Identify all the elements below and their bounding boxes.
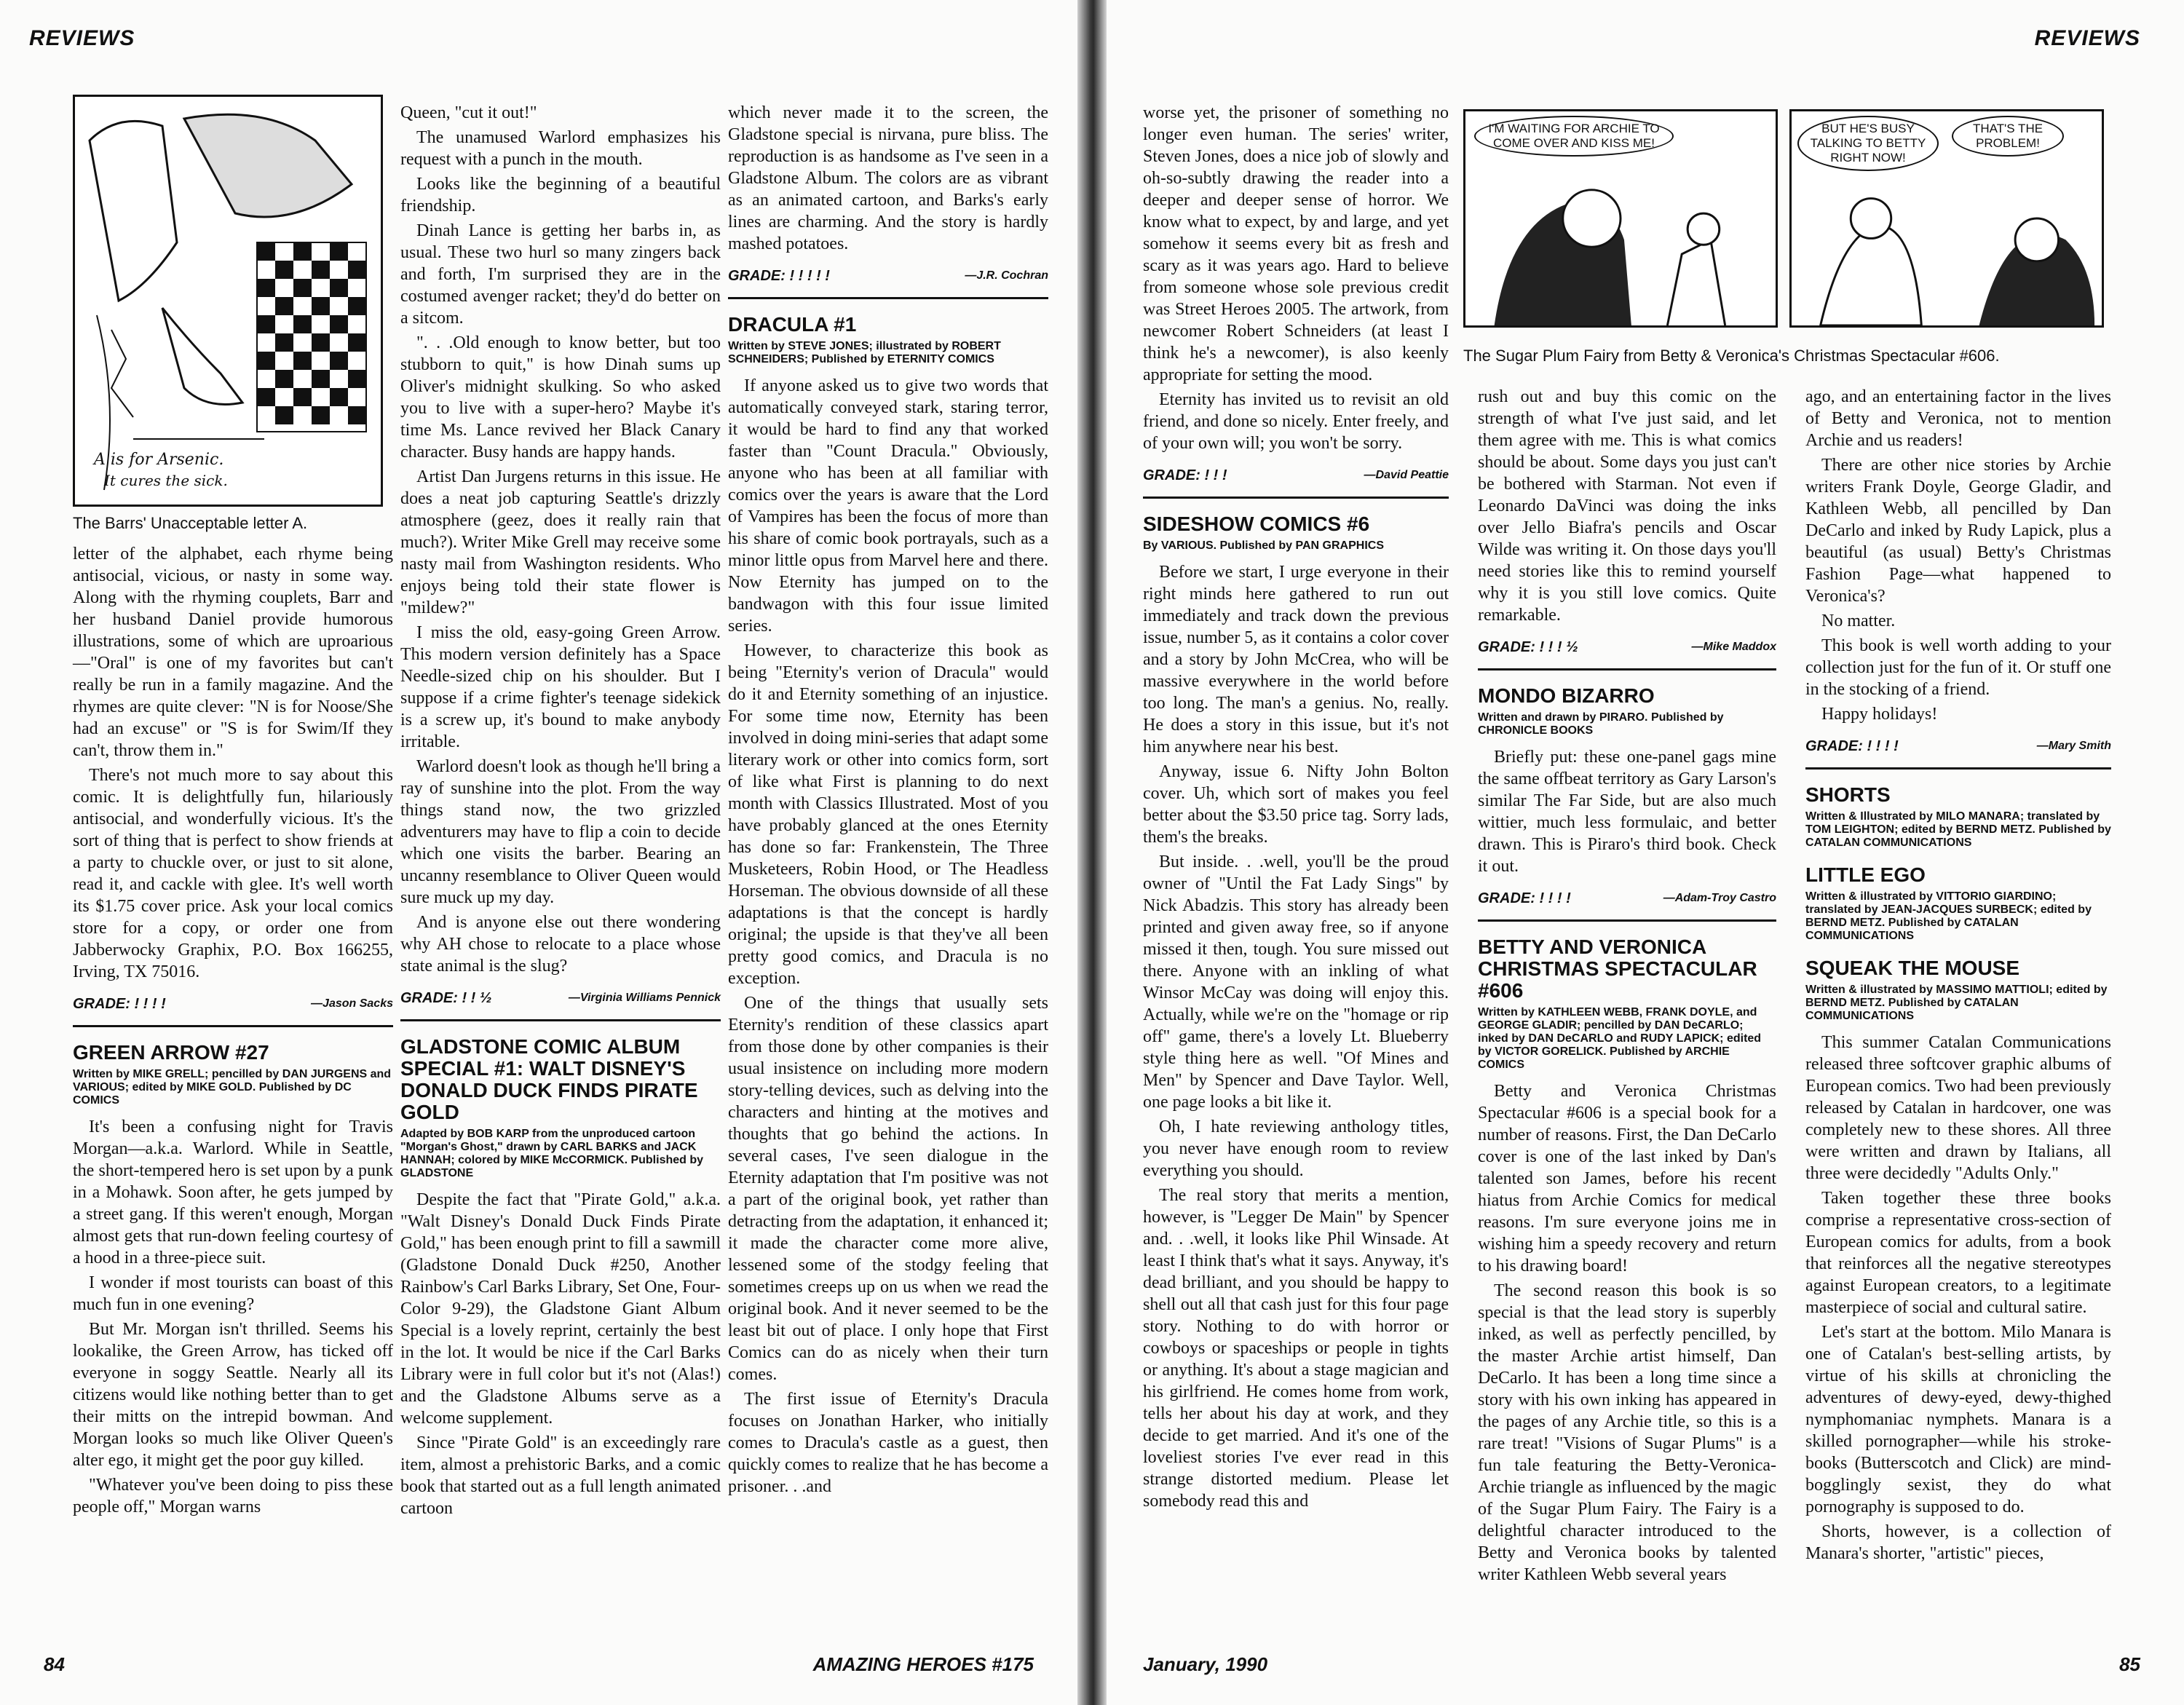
review-title-sideshow: SIDESHOW COMICS #6 — [1143, 513, 1370, 535]
grade-line — [1478, 636, 1776, 658]
paragraph: Let's start at the bottom. Milo Manara is one of Catalan's best-selling artists, by virtue of his skills at chronicling the adventures of dewy-eyed, dewy-thighed nymphomaniac nymphets. Manara is a skilled pornographer—while his stroke-books (Butterscotch and Click) are mind-bogglingly sexist, they do what pornography is supposed to do. — [1805, 1323, 2111, 1516]
paragraph: I wonder if most tourists can boast of this much fun in one evening? — [73, 1273, 393, 1314]
right-column-3 — [1805, 386, 2111, 1567]
comic-panel-1 — [1463, 109, 1778, 328]
grade: GRADE: ! ! ! ! — [1478, 890, 1571, 906]
grade: GRADE: ! ! ! ! ! — [728, 268, 830, 284]
paragraph: But Mr. Morgan isn't thrilled. Seems his lookalike, the Green Arrow, has ticked off everyone in soggy Seattle. Nearly all its citizens would like nothing better than to get their mitts on the intrepid bowman. And Morgan looks so much like Oliver Queen's alter ego, it might get the poor guy killed. — [73, 1320, 393, 1470]
illustration-caption: The Barrs' Unacceptable letter A. — [73, 514, 308, 532]
paragraph: Looks like the beginning of a beautiful friendship. — [400, 175, 721, 215]
arsenic-drawing — [75, 97, 381, 505]
paragraph: Taken together these three books comprise a representative cross-section of European comics for adults, from a book that reinforces all the negative stereotypes against European creators, to a legitimate masterpiece of social and cultural satire. — [1805, 1189, 2111, 1317]
right-column-1 — [1143, 102, 1449, 1515]
left-column-2 — [400, 102, 721, 1522]
comic-caption: The Sugar Plum Fairy from Betty & Veronica's Christmas Spectacular #606. — [1463, 347, 2000, 365]
comic-panel-2 — [1789, 109, 2104, 328]
review-title-squeak: SQUEAK THE MOUSE — [1805, 957, 2020, 979]
comic-strip — [1463, 109, 2104, 328]
paragraph: Before we start, I urge everyone in their right minds here gathered to run out immediately and track down the previous issue, number 5, as it contains a color cover and a story by John McCrea, who will be massive everywhere in the world before too long. The man's a genius. No, really. He does a story in this issue, but it's not him anywhere near his best. — [1143, 563, 1449, 756]
speech-bubble: I'M WAITING FOR ARCHIE TO COME OVER AND KISS ME! — [1474, 116, 1674, 157]
grade: GRADE: ! ! ! ! — [1805, 738, 1899, 754]
paragraph: Happy holidays! — [1821, 705, 1938, 724]
review-title-little-ego: LITTLE EGO — [1805, 863, 1926, 886]
paragraph: Oh, I hate reviewing anthology titles, you never have enough room to review everything you should. — [1143, 1117, 1449, 1180]
paragraph: which never made it to the screen, the Gladstone special is nirvana, pure bliss. The reproduction is as handsome as I've seen in a Gladstone Album. The colors are as vibrant as an animated cartoon, and Barks's early lines are charming. And the story is hardly mashed potatoes. — [728, 103, 1048, 253]
reviewer: —Mike Maddox — [1691, 641, 1776, 653]
review-credits: By VARIOUS. Published by PAN GRAPHICS — [1143, 539, 1385, 552]
paragraph: And is anyone else out there wondering why AH chose to relocate to a place whose state animal is the slug? — [400, 913, 721, 976]
section-divider — [1143, 497, 1449, 499]
paragraph: One of the things that usually sets Eternity's rendition of these classics apart from those done by other companies is their usual insistence on including more modern story-telling devices, such as delving into the characters and hinting at the motives and thoughts that go behind the actions. In several cases, I've seen dialogue in the Eternity adaptation that I'm positive was not a part of the original book, yet rather than detracting from the adaptation, it enhanced it; it made the character come more alive, lessened some of the stodgy feeling that sometimes creeps up on us when we read the original book. And it never seemed to be the least bit out of place. I only hope that First Comics can do as nicely when their turn comes. — [728, 994, 1048, 1384]
paragraph: Briefly put: these one-panel gags mine the same offbeat territory as Gary Larson's similar The Far Side, but are also much wittier, much less formulaic, and better drawn. This is Piraro's third book. Check it out. — [1478, 748, 1776, 876]
paragraph: The first issue of Eternity's Dracula focuses on Jonathan Harker, who initially comes to Dracula's castle as a guest, then quickly comes to realize that he has become a prisoner. . .and — [728, 1390, 1048, 1496]
grade: GRADE: ! ! ! ! — [73, 996, 166, 1012]
paragraph: Despite the fact that "Pirate Gold," a.k.a. "Walt Disney's Donald Duck Finds Pirate Gold," has been enough print to fill a sawmill (Gladstone Donald Duck #250, Another Rainbow's Carl Barks Library, Set One, Four-Color 9-29), the Gladstone Giant Album Special is a lovely reprint, certainly the best in the lot. It would be nice if the Carl Barks Library were in full color but it's not (Alas!) and the Gladstone Albums serve as a welcome supplement. — [400, 1190, 721, 1428]
section-divider — [728, 297, 1048, 299]
review-credits: Written & Illustrated by MILO MANARA; translated by TOM LEIGHTON; edited by BERND METZ. Published by CATALAN COMMUNICATIONS — [1805, 810, 2111, 849]
review-title-dracula: DRACULA #1 — [728, 313, 857, 336]
section-divider — [1478, 668, 1776, 670]
paragraph: Eternity has invited us to revisit an old friend, and done so nicely. Enter freely, and of your own will; you won't be sorry. — [1143, 390, 1449, 453]
review-title-gladstone: GLADSTONE COMIC ALBUM SPECIAL #1: WALT DISNEY'S DONALD DUCK FINDS PIRATE GOLD — [400, 1035, 698, 1123]
paragraph: This book is well worth adding to your collection just for the fun of it. Or stuff one in the stocking of a friend. — [1805, 636, 2111, 699]
page-number-right: 85 — [2119, 1653, 2140, 1675]
paragraph: Betty and Veronica Christmas Spectacular #606 is a special book for a number of reasons. First, the Dan DeCarlo cover is one of the last inked by Dan's talented son James, before his recent hiatus from Archie Comics for medical reasons. I'm sure everyone joins me in wishing him a speedy recovery and return to his drawing board! — [1478, 1082, 1776, 1275]
reviewer: —Adam-Troy Castro — [1663, 892, 1776, 904]
review-credits: Written by MIKE GRELL; pencilled by DAN JURGENS and VARIOUS; edited by MIKE GOLD. Published by DC COMICS — [73, 1068, 392, 1107]
grade-line — [1143, 464, 1449, 486]
grade-line — [1805, 735, 2111, 757]
left-column-3 — [728, 102, 1048, 1500]
reviewer: —Jason Sacks — [311, 997, 393, 1010]
section-divider — [1478, 919, 1776, 922]
reviewer: —Virginia Williams Pennick — [568, 992, 721, 1004]
left-column-1 — [73, 95, 393, 1521]
review-credits: Written and drawn by PIRARO. Published by CHRONICLE BOOKS — [1478, 711, 1724, 737]
paragraph: The unamused Warlord emphasizes his request with a punch in the mouth. — [400, 128, 721, 169]
paragraph: letter of the alphabet, each rhyme being antisocial, vicious, or nasty in some way. Along with the rhyming couplets, Barr and her husband Daniel provide humorous illustrations, some of which are uproarious—"Oral" is one of my favorites but can't really be run in a family magazine. And the rhymes are quite clever: "N is for Noose/She had an excuse" or "S is for Swim/If they can't, throw them in." — [73, 545, 393, 760]
paragraph: rush out and buy this comic on the strength of what I've just said, and let them agree with me. This is what comics should be about. Some days you just can't be bothered with Starman. Not even if Leonardo DaVinci was doing the inks over Jello Biafra's pencils and Oscar Wilde was writing it. On those days you'll need stories like this to remind yourself why it is you still love comics. Quite remarkable. — [1478, 387, 1776, 625]
paragraph: Artist Dan Jurgens returns in this issue. He does a neat job capturing Seattle's drizzly atmosphere (geez, does it really rain that much?). Writer Mike Grell may receive some nasty mail from Washington residents. Who enjoys being told their state flower is "mildew?" — [400, 467, 721, 617]
paragraph: ". . .Old enough to know better, but too stubborn to quit," is how Dinah sums up Oliver's midnight skulking. So who asked you to live with a super-hero? Maybe it's time Ms. Lance revived her Black Canary character. Busy hands are happy hands. — [400, 333, 721, 462]
review-title-betty: BETTY AND VERONICA CHRISTMAS SPECTACULAR #606 — [1478, 935, 1757, 1002]
paragraph: The second reason this book is so special is that the lead story is superbly inked, as well as perfectly pencilled, by the master Archie artist himself, Dan DeCarlo. It has been a long time since a story with his own inking has appeared in the pages of any Archie title, so this is a rare treat! "Visions of Sugar Plums" is a fun tale featuring the Betty-Veronica-Archie triangle as influenced by the magic of the Sugar Plum Fairy. The Fairy is a delightful character introduced to the Betty and Veronica books by talented writer Kathleen Webb several years — [1478, 1281, 1776, 1584]
magazine-title: AMAZING HEROES #175 — [812, 1653, 1034, 1675]
paragraph: Anyway, issue 6. Nifty John Bolton cover. Uh, which sort of makes you feel better about the $3.50 price tag. Sorry lads, them's the breaks. — [1143, 762, 1449, 847]
page-gutter — [1077, 0, 1107, 1705]
paragraph: Shorts, however, is a collection of Manara's shorter, "artistic" pieces, — [1805, 1522, 2111, 1563]
paragraph: The real story that merits a mention, however, is "Legger De Main" by Spencer and. . .well, it looks like Phil Winsade. At least I think that's what it says. Anyway, it's dead brilliant, and you should be happy to shell out all that cash just for this four page story. Nothing to do with horror or cowboys or spaceships or people in tights or anything. It's about a stage magician and his girlfriend. He comes home from work, tells her about his day at work, and they decide to get married. And it's one of the loveliest stories I've ever read in this strange distorted medium. Please let somebody read this and — [1143, 1186, 1449, 1511]
speech-bubble: BUT HE'S BUSY TALKING TO BETTY RIGHT NOW! — [1797, 116, 1939, 171]
paragraph: Queen, "cut it out!" — [400, 103, 537, 122]
page-number-left: 84 — [44, 1653, 65, 1675]
grade: GRADE: ! ! ½ — [400, 990, 492, 1006]
right-page — [1107, 0, 2184, 1705]
review-credits: Written & illustrated by MASSIMO MATTIOLI; edited by BERND METZ. Published by CATALAN COMMUNICATIONS — [1805, 984, 2108, 1022]
paragraph: No matter. — [1821, 612, 1896, 630]
section-divider — [1805, 767, 2111, 770]
arsenic-illustration — [73, 95, 383, 507]
paragraph: Dinah Lance is getting her barbs in, as usual. These two hurl so many zingers back and forth, I'm surprised they are in the costumed avenger racket; they'd do better on a sitcom. — [400, 221, 721, 328]
paragraph: It's been a confusing night for Travis Morgan—a.k.a. Warlord. While in Seattle, the short-tempered hero is set upon by a punk in a Mohawk. Soon after, he gets jumped by a street gang. If this weren't enough, Morgan almost gets that run-down feeling courtesy of a hood in a three-piece suit. — [73, 1117, 393, 1267]
illustration-line-2: It cures the sick. — [104, 472, 228, 489]
paragraph: ago, and an entertaining factor in the lives of Betty and Veronica, not to mention Archie and us readers! — [1805, 387, 2111, 450]
review-credits: Written & illustrated by VITTORIO GIARDINO; translated by JEAN-JACQUES SURBECK; edited by BERND METZ. Published by CATALAN COMMUNICATIONS — [1805, 890, 2092, 942]
review-title-green-arrow: GREEN ARROW #27 — [73, 1041, 269, 1064]
page-header-right: REVIEWS — [2034, 26, 2140, 50]
grade-line — [1478, 887, 1776, 909]
page-header-left: REVIEWS — [29, 26, 135, 50]
paragraph: Warlord doesn't look as though he'll bring a ray of sunshine into the plot. From the way things stand now, the two grizzled adventurers may have to flip a coin to decide which one visits the barber. Bearing an uncanny resemblance to Oliver Queen would sure muck up my day. — [400, 757, 721, 907]
left-page — [0, 0, 1077, 1705]
paragraph: "Whatever you've been doing to piss these people off," Morgan warns — [73, 1476, 393, 1516]
reviewer: —Mary Smith — [2036, 740, 2111, 752]
review-credits: Written by KATHLEEN WEBB, FRANK DOYLE, and GEORGE GLADIR; pencilled by DAN DeCARLO; inked by DAN DeCARLO and RUDY LAPICK; edited by VICTOR GORELICK. Published by ARCHIE COMICS — [1478, 1006, 1762, 1071]
paragraph: But inside. . .well, you'll be the proud owner of "Until the Fat Lady Sings" by Nick Abadzis. This story has already been printed and given away free, so if anyone missed it then, tough. You sure missed out there. Anyone with an inkling of what Winsor McCay was doing will enjoy this. Actually, while we're on the "homage or rip off" game, there's a lovely Lt. Blueberry style thing here as well. "Of Mines and Men" by Spencer and Dave Taylor. Well, one page looks a bit like it. — [1143, 852, 1449, 1112]
reviewer: —David Peattie — [1364, 469, 1449, 481]
section-divider — [400, 1019, 721, 1021]
grade-line — [73, 993, 393, 1015]
reviewer: —J.R. Cochran — [965, 269, 1048, 282]
grade: GRADE: ! ! ! ½ — [1478, 639, 1578, 655]
review-credits: Written by STEVE JONES; illustrated by ROBERT SCHNEIDERS; Published by ETERNITY COMICS — [728, 340, 1001, 365]
paragraph: I miss the old, easy-going Green Arrow. This modern version definitely has a Space Needle-sized chip on his shoulder. But I suppose if a crime fighter's teenage sidekick is a screw up, it's bound to make anybody irritable. — [400, 623, 721, 751]
grade-line — [400, 987, 721, 1009]
review-title-mondo: MONDO BIZARRO — [1478, 684, 1655, 707]
speech-bubble: THAT'S THE PROBLEM! — [1952, 116, 2064, 157]
grade-line — [728, 265, 1048, 287]
issue-date: January, 1990 — [1143, 1653, 1268, 1675]
right-column-2 — [1478, 386, 1776, 1589]
paragraph: worse yet, the prisoner of something no longer even human. The series' writer, Steven Jones, does a nice job of slowly and oh-so-subtly drawing the reader into a deeper and deeper sense of horror. We know what to expect, by and large, and yet somehow it seems every bit as fresh and scary as it was years ago. Hard to believe from someone whose sole previous credit was Street Heroes 2005. The artwork, from newcomer Robert Schneiders (at least I think he's a newcomer), is also keenly appropriate for setting the mood. — [1143, 103, 1449, 384]
section-divider — [73, 1025, 393, 1027]
paragraph: If anyone asked us to give two words that automatically conveyed stark, staring terror, it would be hard to find any that worked faster than "Count Dracula." Obviously, anyone who has been at all familiar with comics over the years is aware that the Lord of Vampires has been the focus of more than his share of comic book portrayals, such as a minor little opus from Marvel here and there. Now Eternity has jumped on to the bandwagon with this four issue limited series. — [728, 376, 1048, 636]
review-title-shorts: SHORTS — [1805, 783, 1891, 806]
review-credits: Adapted by BOB KARP from the unproduced cartoon "Morgan's Ghost," drawn by CARL BARKS and JACK HANNAH; colored by MIKE McCORMICK. Published by GLADSTONE — [400, 1128, 704, 1179]
illustration-line-1: A is for Arsenic. — [94, 451, 224, 469]
paragraph: This summer Catalan Communications released three softcover graphic albums of European comics. Two had been previously released by Catalan in hardcover, one was completely new to these shores. All three were written and drawn by Italians, all three were decidedly "Adults Only." — [1805, 1033, 2111, 1183]
paragraph: However, to characterize this book as being "Eternity's verion of Dracula" would do it and Eternity something of an injustice. For some time now, Eternity has been involved in doing mini-series that adapt some literary work or other into comics form, sort of like what First is planning to do next month with Classics Illustrated. Most of you have probably glanced at the ones Eternity has done so far: Frankenstein, The Three Musketeers, Robin Hood, or The Headless Horseman. The obvious downside of all these adaptations is that the concept is hardly original; the upside is that they've all been pretty good comics, and Dracula is no exception. — [728, 641, 1048, 988]
paragraph: Since "Pirate Gold" is an exceedingly rare item, almost a prehistoric Barks, and a comic book that started out as a full length animated cartoon — [400, 1433, 721, 1518]
grade: GRADE: ! ! ! — [1143, 467, 1227, 483]
paragraph: There are other nice stories by Archie writers Frank Doyle, George Gladir, and Kathleen Webb, all pencilled by Dan DeCarlo and inked by Rudy Lapick, plus a beautiful (as usual) Betty's Christmas Fashion Page—what happened to Veronica's? — [1805, 456, 2111, 606]
paragraph: There's not much more to say about this comic. It is delightfully fun, hilariously antisocial, and wonderfully vicious. It's the sort of thing that is perfect to show friends at a party to chuckle over, or just to sit alone, read it, and cackle with glee. It's well worth its $1.75 cover price. Ask your local comics store for a copy, or order one from Jabberwocky Graphix, P.O. Box 166255, Irving, TX 75016. — [73, 766, 393, 981]
